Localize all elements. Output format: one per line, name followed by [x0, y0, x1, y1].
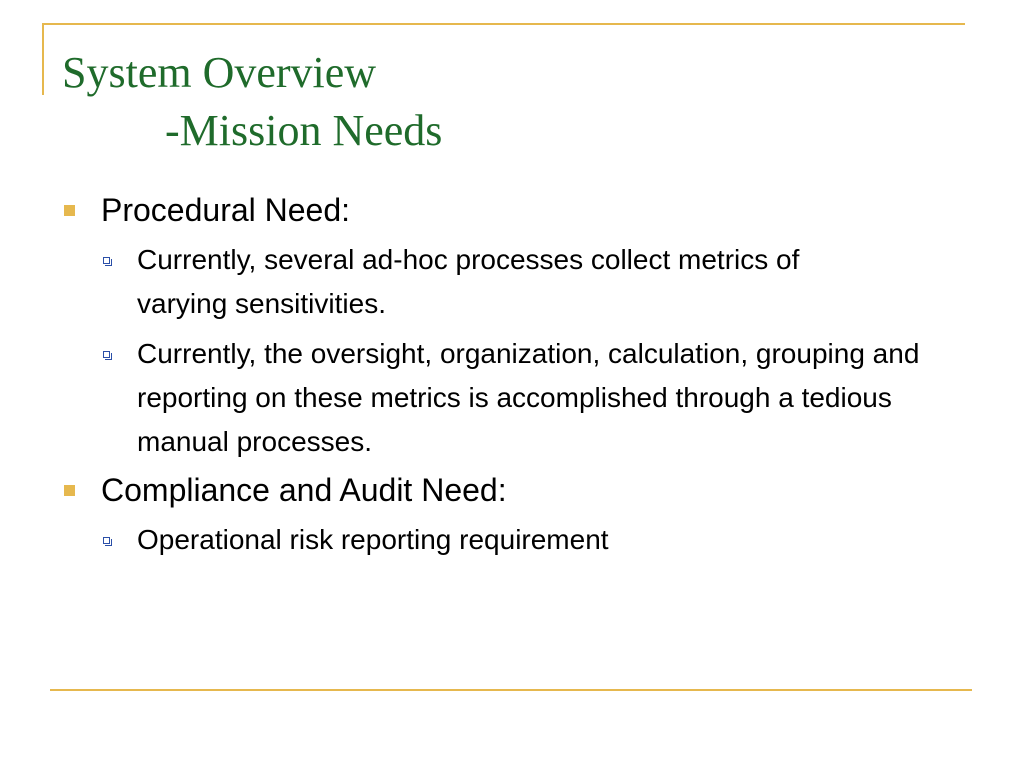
- box-bullet-icon: [103, 257, 110, 264]
- list-item: [101, 332, 957, 464]
- slide-title-line-1: System Overview: [62, 48, 377, 97]
- square-bullet-icon: [64, 205, 75, 216]
- footer-rule: [50, 689, 972, 691]
- frame-left-rule: [42, 23, 44, 95]
- section-compliance-audit-need: [64, 468, 964, 512]
- box-bullet-icon: [103, 351, 110, 358]
- list-item: [101, 518, 957, 562]
- list-item-text: Currently, several ad-hoc processes collect metrics of varying sensitivities.: [137, 244, 800, 319]
- slide-title: [62, 44, 442, 160]
- box-bullet-icon: [103, 537, 110, 544]
- frame-top-rule: [42, 23, 965, 25]
- list-item-text: Operational risk reporting requirement: [137, 524, 609, 555]
- list-item-text: Currently, the oversight, organization, calculation, grouping and reporting on these metrics is accomplished through a tedious manual processes.: [137, 338, 920, 457]
- list-item: [101, 238, 877, 326]
- section-heading: Procedural Need:: [101, 192, 351, 228]
- square-bullet-icon: [64, 485, 75, 496]
- section-heading: Compliance and Audit Need:: [101, 472, 507, 508]
- slide-title-line-2: -Mission Needs: [165, 106, 443, 155]
- slide-content: [64, 188, 964, 562]
- section-procedural-need: [64, 188, 964, 232]
